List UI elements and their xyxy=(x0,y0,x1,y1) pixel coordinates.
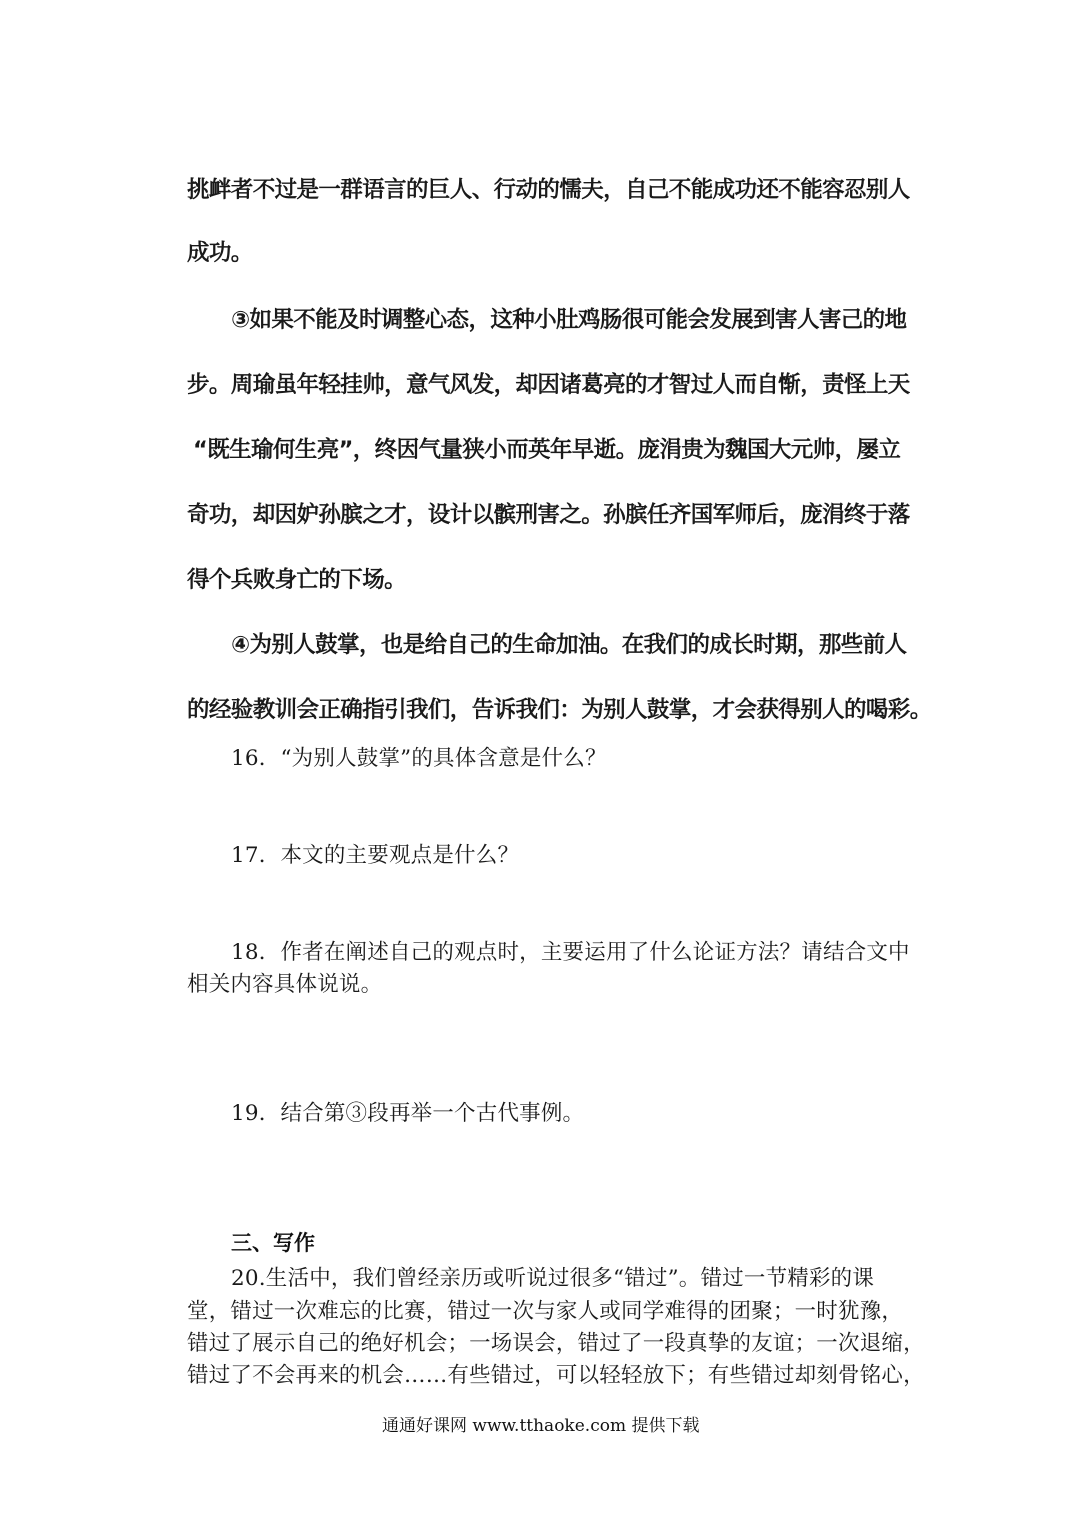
passage-p3-line1: ③如果不能及时调整心态，这种小肚鸡肠很可能会发展到害人害己的地 xyxy=(231,307,907,333)
passage-p3-line4: 奇功，却因妒孙膑之才，设计以髌刑害之。孙膑任齐国军师后，庞涓终于落 xyxy=(187,502,910,528)
question-19: 19．结合第③段再举一个古代事例。 xyxy=(231,1101,585,1126)
passage-p3-line5: 得个兵败身亡的下场。 xyxy=(187,567,407,593)
question-20-line4: 错过了不会再来的机会……有些错过，可以轻轻放下；有些错过却刻骨铭心， xyxy=(187,1363,925,1388)
passage-p4-line2: 的经验教训会正确指引我们，告诉我们：为别人鼓掌，才会获得别人的喝彩。 xyxy=(187,697,932,723)
passage-p2-line2: 成功。 xyxy=(187,240,253,266)
question-20-line1: 20.生活中，我们曾经亲历或听说过很多“错过”。错过一节精彩的课 xyxy=(231,1266,875,1291)
passage-p2-line1: 挑衅者不过是一群语言的巨人、行动的懦夫，自己不能成功还不能容忍别人 xyxy=(187,177,910,203)
passage-p3-line3: “既生瑜何生亮”，终因气量狭小而英年早逝。庞涓贵为魏国大元帅，屡立 xyxy=(193,437,901,463)
question-16: 16．“为别人鼓掌”的具体含意是什么？ xyxy=(231,746,607,771)
question-17: 17．本文的主要观点是什么？ xyxy=(231,843,520,868)
passage-p4-line1: ④为别人鼓掌，也是给自己的生命加油。在我们的成长时期，那些前人 xyxy=(231,632,907,658)
question-20-line2: 堂，错过一次难忘的比赛，错过一次与家人或同学难得的团聚；一时犹豫， xyxy=(187,1299,904,1324)
question-18-line1: 18．作者在阐述自己的观点时，主要运用了什么论证方法？请结合文中 xyxy=(231,940,910,965)
question-20-line3: 错过了展示自己的绝好机会；一场误会，错过了一段真挚的友谊；一次退缩， xyxy=(187,1331,925,1356)
passage-p3-line2: 步。周瑜虽年轻挂帅，意气风发，却因诸葛亮的才智过人而自惭，责怪上天 xyxy=(187,372,910,398)
page-footer: 通通好课网 www.tthaoke.com 提供下载 xyxy=(382,1416,700,1436)
section-heading-writing: 三、写作 xyxy=(231,1231,315,1255)
question-18-line2: 相关内容具体说说。 xyxy=(187,972,383,997)
